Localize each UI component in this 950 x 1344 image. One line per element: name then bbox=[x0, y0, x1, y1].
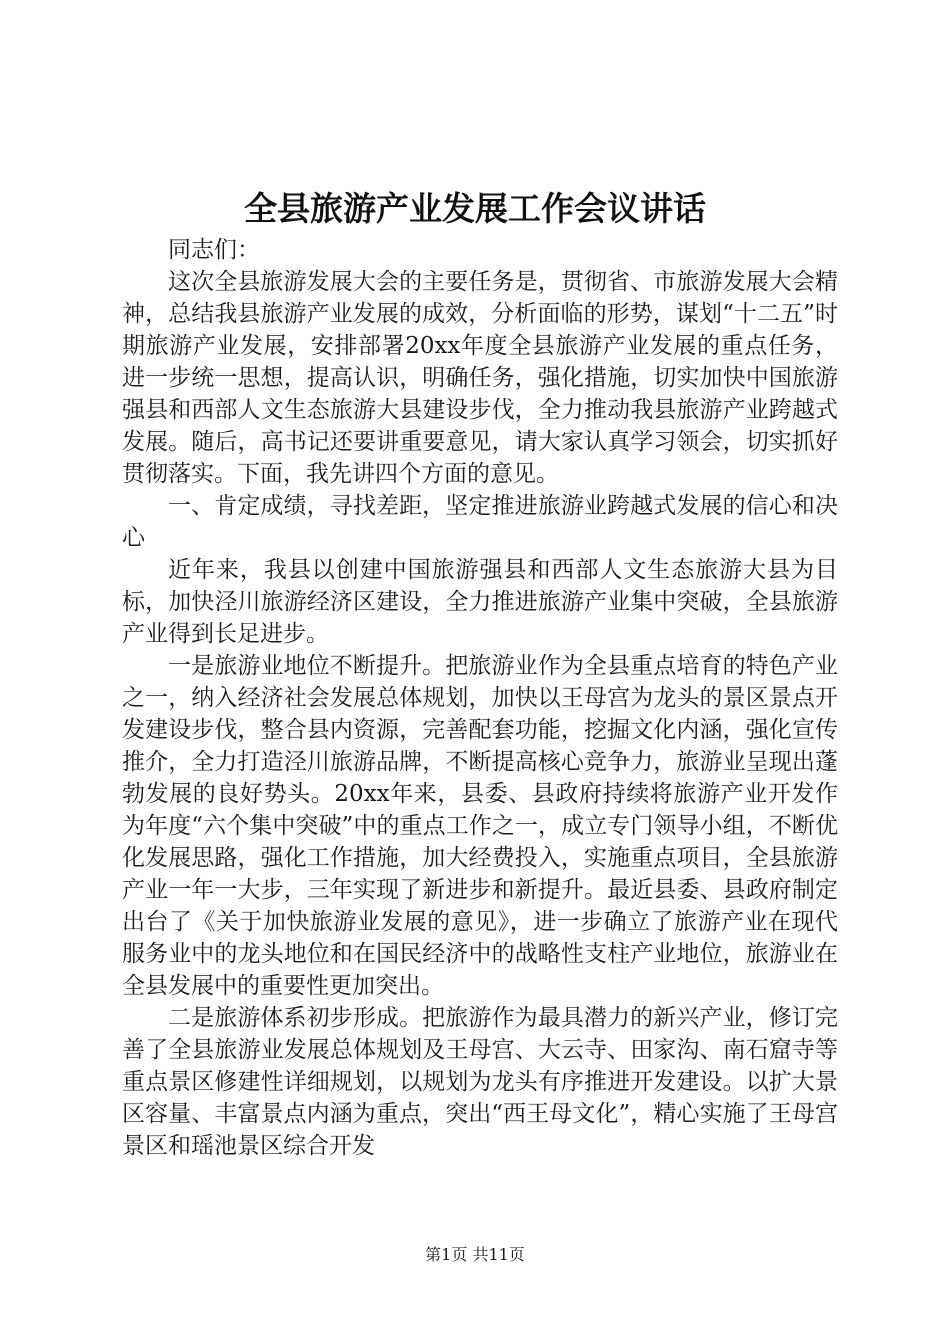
body-paragraph: 这次全县旅游发展大会的主要任务是，贯彻省、市旅游发展大会精神，总结我县旅游产业发展的成效，分析面临的形势，谋划“十二五”时期旅游产业发展，安排部署20xx年度全县旅游产业发展的重点任务，进一步统一思想，提高认识，明确任务，强化措施，切实加快中国旅游强县和西部人文生态旅游大县建设步伐，全力推动我县旅游产业跨越式发展。随后，高书记还要讲重要意见，请大家认真学习领会，切实抓好贯彻落实。下面，我先讲四个方面的意见。 bbox=[122, 269, 838, 487]
document-body bbox=[122, 234, 838, 1162]
document-title: 全县旅游产业发展工作会议讲话 bbox=[244, 189, 706, 228]
section-heading: 一、肯定成绩，寻找差距，坚定推进旅游业跨越式发展的信心和决心 bbox=[122, 493, 838, 551]
salutation-paragraph: 同志们： bbox=[168, 237, 260, 263]
body-paragraph: 一是旅游业地位不断提升。把旅游业作为全县重点培育的特色产业之一，纳入经济社会发展总体规划，加快以王母宫为龙头的景区景点开发建设步伐，整合县内资源，完善配套功能，挖掘文化内涵，强化宣传推介，全力打造泾川旅游品牌，不断提高核心竞争力，旅游业呈现出蓬勃发展的良好势头。20xx年来，县委、县政府持续将旅游产业开发作为年度“六个集中突破”中的重点工作之一，成立专门领导小组，不断优化发展思路，强化工作措施，加大经费投入，实施重点项目，全县旅游产业一年一大步，三年实现了新进步和新提升。最近县委、县政府制定出台了《关于加快旅游业发展的意见》，进一步确立了旅游产业在现代服务业中的龙头地位和在国民经济中的战略性支柱产业地位，旅游业在全县发展中的重要性更加突出。 bbox=[122, 653, 838, 999]
page-footer: 第1页 共11页 bbox=[425, 1245, 525, 1264]
body-paragraph: 近年来，我县以创建中国旅游强县和西部人文生态旅游大县为目标，加快泾川旅游经济区建设，全力推进旅游产业集中突破，全县旅游产业得到长足进步。 bbox=[122, 557, 838, 647]
body-paragraph: 二是旅游体系初步形成。把旅游作为最具潜力的新兴产业，修订完善了全县旅游业发展总体规划及王母宫、大云寺、田家沟、南石窟寺等重点景区修建性详细规划，以规划为龙头有序推进开发建设。以扩大景区容量、丰富景点内涵为重点，突出“西王母文化”，精心实施了王母宫景区和瑶池景区综合开发 bbox=[122, 1005, 838, 1159]
